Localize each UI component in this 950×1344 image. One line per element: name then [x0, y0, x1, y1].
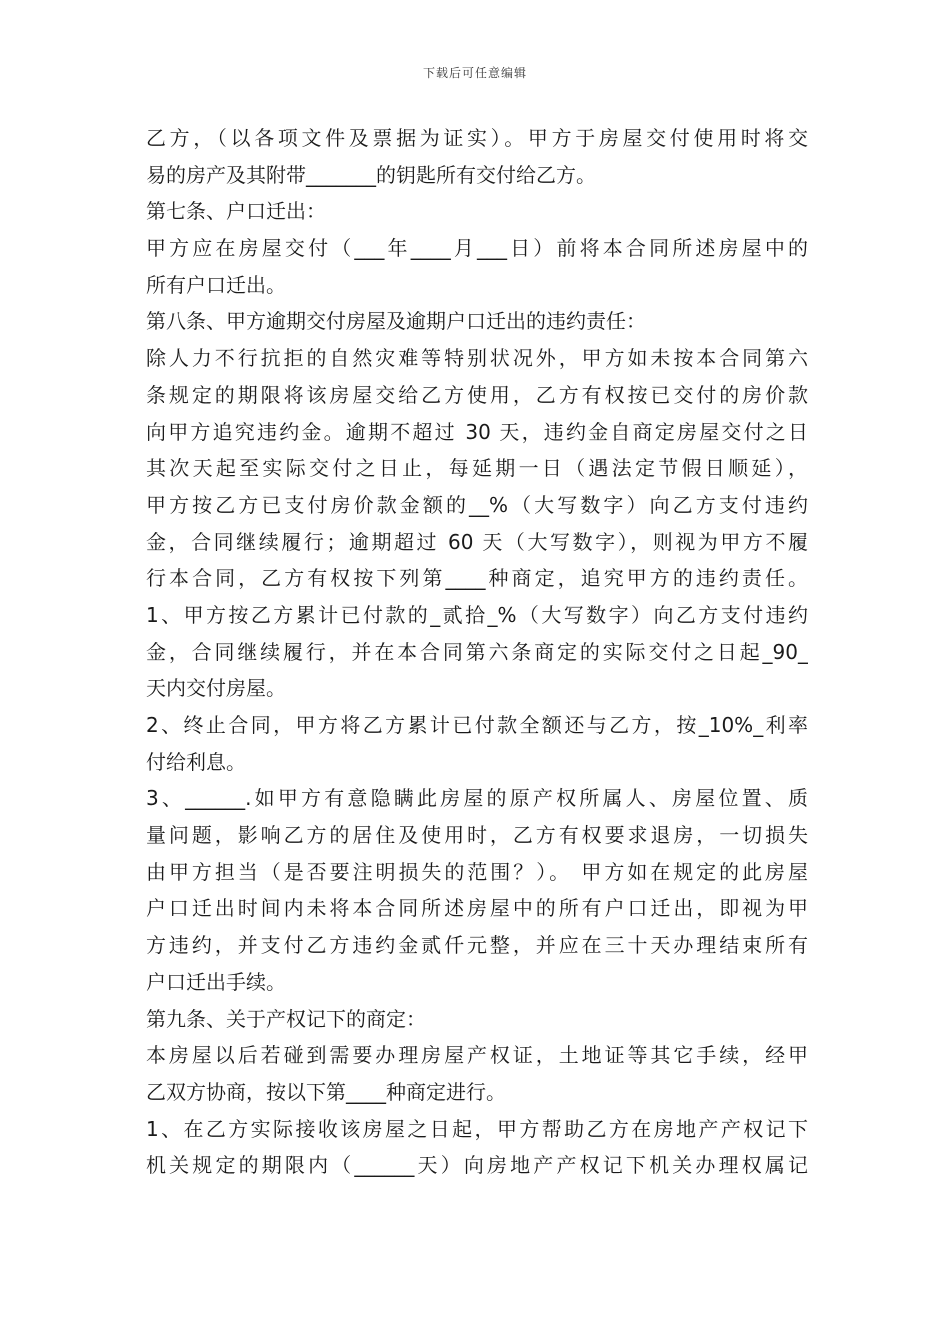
page-header-note: 下载后可任意编辑	[422, 66, 527, 80]
document-line: 第七条、户口迁出：	[146, 199, 326, 224]
document-line: 除人力不行抗拒的自然灾难等特别状况外，甲方如未按本合同第六	[146, 346, 808, 371]
document-line: 1、在乙方实际接收该房屋之日起，甲方帮助乙方在房地产产权记下	[146, 1116, 808, 1141]
document-line: 1、甲方按乙方累计已付款的_贰拾_%（大写数字）向乙方支付违约	[146, 602, 808, 627]
document-line: 机关规定的期限内（______天）向房地产产权记下机关办理权属记	[146, 1153, 808, 1178]
document-line: 行本合同，乙方有权按下列第____种商定，追究甲方的违约责任。	[146, 566, 808, 591]
document-line: 第八条、甲方逾期交付房屋及逾期户口迁出的违约责任：	[146, 309, 646, 334]
document-line: 户口迁出时间内未将本合同所述房屋中的所有户口迁出，即视为甲	[146, 896, 808, 921]
document-body	[146, 120, 808, 1184]
document-line: 其次天起至实际交付之日止，每延期一日（遇法定节假日顺延），	[146, 456, 808, 481]
document-line: 甲方应在房屋交付（___年____月___日）前将本合同所述房屋中的	[146, 236, 808, 261]
document-line: 户口迁出手续。	[146, 969, 286, 994]
document-line: 方违约，并支付乙方违约金贰仟元整，并应在三十天办理结束所有	[146, 933, 808, 958]
document-line: 第九条、关于产权记下的商定：	[146, 1006, 426, 1031]
document-line: 乙双方协商，按以下第____种商定进行。	[146, 1079, 506, 1104]
document-line: 付给利息。	[146, 749, 246, 774]
document-line: 天内交付房屋。	[146, 676, 286, 701]
document-line: 乙方，（以各项文件及票据为证实）。甲方于房屋交付使用时将交	[146, 126, 808, 150]
document-line: 向甲方追究违约金。逾期不超过 30 天，违约金自商定房屋交付之日	[146, 419, 808, 444]
document-line: 金，合同继续履行；逾期超过 60 天（大写数字），则视为甲方不履	[146, 529, 808, 554]
document-line: 2、终止合同，甲方将乙方累计已付款全额还与乙方，按_10%_利率	[146, 713, 808, 737]
document-line: 量问题，影响乙方的居住及使用时，乙方有权要求退房，一切损失	[146, 823, 808, 848]
document-line: 金，合同继续履行，并在本合同第六条商定的实际交付之日起_90_	[146, 639, 808, 664]
document-line: 甲方按乙方已支付房价款金额的__%（大写数字）向乙方支付违约	[146, 492, 808, 517]
document-line: 条规定的期限将该房屋交给乙方使用，乙方有权按已交付的房价款	[146, 382, 808, 407]
document-line: 3、______.如甲方有意隐瞒此房屋的原产权所属人、房屋位置、质	[146, 786, 808, 811]
document-line: 易的房产及其附带_______的钥匙所有交付给乙方。	[146, 162, 596, 187]
document-line: 由甲方担当（是否要注明损失的范围？）。 甲方如在规定的此房屋	[146, 859, 808, 884]
document-line: 本房屋以后若碰到需要办理房屋产权证，土地证等其它手续，经甲	[146, 1043, 808, 1068]
document-line: 所有户口迁出。	[146, 272, 286, 297]
